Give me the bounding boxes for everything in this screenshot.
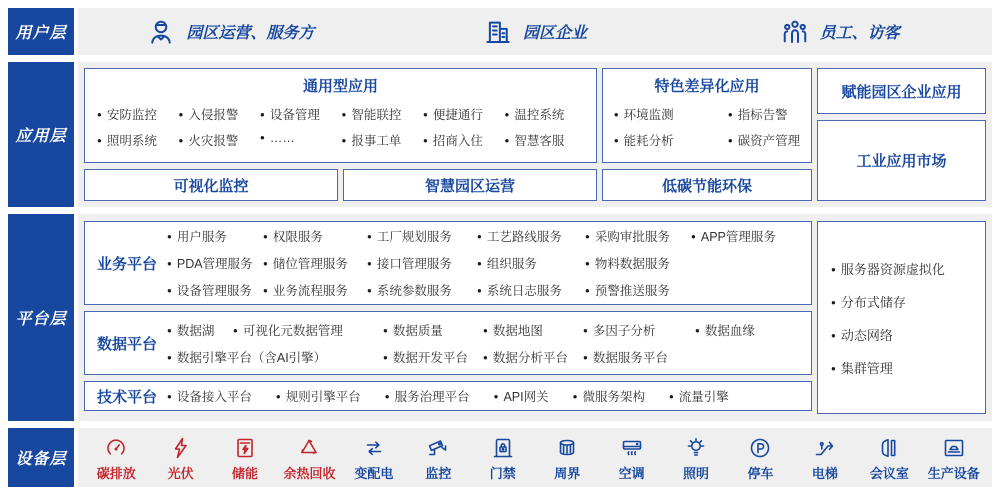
platform-item: ● 流量引擎 — [669, 387, 729, 405]
platform-item: ● 可视化元数据管理 — [233, 321, 383, 339]
application-layer-label: 应用层 — [8, 62, 74, 207]
recycle-icon — [297, 436, 321, 460]
device-air-conditioning — [599, 436, 663, 482]
industrial-app-market-box: 工业应用市场 — [817, 120, 986, 201]
platform-item: ● 系统参数服务 — [367, 281, 477, 299]
app-bottom-row — [84, 169, 597, 201]
device-label: 监控 — [425, 465, 452, 481]
air-conditioner-icon — [620, 436, 644, 460]
device-lighting — [664, 436, 728, 482]
operator-icon — [146, 17, 176, 47]
platform-item: ● 服务治理平台 — [385, 387, 470, 405]
platform-item: ● 微服务架构 — [573, 387, 645, 405]
special-apps-box — [602, 68, 812, 163]
app-item: ● 能耗分析 — [614, 131, 714, 149]
platform-item: ● 权限服务 — [263, 227, 367, 245]
device-production-equipment — [922, 436, 986, 482]
app-right-column — [817, 68, 986, 201]
platform-item: ● 多因子分析 — [583, 321, 695, 339]
device-label: 会议室 — [869, 465, 909, 481]
user-group-label: 园区企业 — [523, 25, 588, 42]
platform-item: ● 系统日志服务 — [477, 281, 585, 299]
platform-item: ● 物料数据服务 — [585, 254, 691, 272]
device-label: 生产设备 — [927, 465, 980, 481]
user-group-label: 员工、访客 — [819, 25, 900, 42]
platform-layer-content — [78, 214, 992, 421]
platform-item: ● 业务流程服务 — [263, 281, 367, 299]
user-group-label: 园区运营、服务方 — [186, 25, 315, 42]
escalator-icon — [813, 436, 837, 460]
platform-item: ● 设备接入平台 — [167, 387, 252, 405]
platform-item: ● APP管理服务 — [691, 227, 801, 245]
business-platform-title: 业务平台 — [97, 255, 158, 273]
app-item: ● 温控系统 — [505, 105, 587, 123]
platform-item: ● 数据引擎平台（含AI引擎） — [167, 348, 383, 366]
infra-item: ● 集群管理 — [831, 358, 972, 377]
gauge-icon — [104, 436, 128, 460]
user-layer-content — [78, 8, 992, 55]
meeting-room-icon — [877, 436, 901, 460]
app-item: ● 招商入住 — [423, 131, 505, 149]
platform-item: ● 设备管理服务 — [167, 281, 263, 299]
device-access-control — [471, 436, 535, 482]
device-perimeter — [535, 436, 599, 482]
special-apps-grid — [603, 96, 811, 162]
app-item: ● 环境监测 — [614, 105, 714, 123]
parking-icon — [748, 436, 772, 460]
tech-platform-title: 技术平台 — [97, 388, 158, 406]
business-platform-items — [167, 227, 801, 299]
general-apps-box — [84, 68, 597, 163]
general-apps-title: 通用型应用 — [302, 78, 378, 95]
platform-layer-label: 平台层 — [8, 214, 74, 421]
smart-park-operation-box: 智慧园区运营 — [343, 169, 597, 201]
user-group-operators — [78, 17, 383, 47]
device-label: 储能 — [232, 465, 259, 481]
device-layer-label: 设备层 — [8, 428, 74, 487]
data-platform-title: 数据平台 — [97, 335, 158, 353]
app-item: ● 设备管理 — [260, 105, 342, 123]
device-label: 门禁 — [489, 465, 516, 481]
app-item: ● 火灾报警 — [179, 131, 261, 149]
app-item: ● 便捷通行 — [423, 105, 505, 123]
app-item: ● 指标告警 — [728, 105, 800, 123]
transfer-arrows-icon — [362, 436, 386, 460]
app-item: ● …… — [260, 131, 342, 149]
device-label: 变配电 — [354, 465, 394, 481]
battery-storage-icon — [233, 436, 257, 460]
device-surveillance — [406, 436, 470, 482]
device-label: 周界 — [554, 465, 581, 481]
device-label: 碳排放 — [96, 465, 136, 481]
platform-sections — [84, 221, 812, 414]
application-layer-content — [78, 62, 992, 207]
device-label: 电梯 — [811, 465, 838, 481]
device-label: 空调 — [618, 465, 645, 481]
platform-item: ● 预警推送服务 — [585, 281, 691, 299]
device-energy-storage — [213, 436, 277, 482]
platform-item: ● PDA管理服务 — [167, 254, 263, 272]
platform-item: ● 数据血缘 — [695, 321, 801, 339]
platform-item: ● 储位管理服务 — [263, 254, 367, 272]
business-platform-section — [84, 221, 812, 305]
device-waste-heat-recovery — [277, 436, 341, 482]
staff-visitors-icon — [780, 17, 810, 47]
door-lock-icon — [491, 436, 515, 460]
platform-item: ● 工厂规划服务 — [367, 227, 477, 245]
production-equipment-icon — [942, 436, 966, 460]
enterprise-building-icon — [483, 17, 513, 47]
platform-item: ● 数据质量 — [383, 321, 483, 339]
device-meeting-room — [857, 436, 921, 482]
infrastructure-box — [817, 221, 986, 414]
general-apps-grid — [85, 96, 596, 162]
platform-item: ● 数据开发平台 — [383, 348, 483, 366]
device-layer — [8, 428, 992, 487]
infra-item: ● 动态网络 — [831, 325, 972, 344]
platform-item: ● 数据服务平台 — [583, 348, 695, 366]
lightning-icon — [169, 436, 193, 460]
user-group-enterprises — [383, 17, 688, 47]
platform-item: ● 工艺路线服务 — [477, 227, 585, 245]
data-platform-section — [84, 311, 812, 375]
platform-layer — [8, 214, 992, 421]
tech-platform-section — [84, 381, 812, 411]
device-elevator — [793, 436, 857, 482]
infra-item: ● 分布式储存 — [831, 292, 972, 311]
device-power-distribution — [342, 436, 406, 482]
device-parking — [728, 436, 792, 482]
device-label: 照明 — [683, 465, 710, 481]
user-group-staff — [687, 17, 992, 47]
device-photovoltaic — [148, 436, 212, 482]
app-item: ● 入侵报警 — [179, 105, 261, 123]
user-layer-label: 用户层 — [8, 8, 74, 55]
platform-item: ● 数据地图 — [483, 321, 583, 339]
platform-item: ● API网关 — [494, 387, 549, 405]
light-bulb-icon — [684, 436, 708, 460]
app-item: ● 碳资产管理 — [728, 131, 800, 149]
cctv-icon — [426, 436, 450, 460]
platform-item: ● 用户服务 — [167, 227, 263, 245]
platform-item: ● 组织服务 — [477, 254, 585, 272]
device-label: 停车 — [747, 465, 774, 481]
platform-item: ● 采购审批服务 — [585, 227, 691, 245]
enable-enterprise-apps-box: 赋能园区企业应用 — [817, 68, 986, 114]
device-carbon-emission — [84, 436, 148, 482]
platform-item: ● 规则引擎平台 — [276, 387, 361, 405]
app-item: ● 智慧客服 — [505, 131, 587, 149]
special-apps-title: 特色差异化应用 — [654, 78, 760, 95]
low-carbon-box: 低碳节能环保 — [602, 169, 812, 201]
platform-item: ● 数据湖 — [167, 321, 233, 339]
tech-platform-items — [167, 387, 729, 405]
platform-item: ● 数据分析平台 — [483, 348, 583, 366]
device-label: 余热回收 — [283, 465, 336, 481]
user-layer — [8, 8, 992, 55]
platform-item: ● 接口管理服务 — [367, 254, 477, 272]
app-item: ● 智能联控 — [342, 105, 424, 123]
device-layer-content — [78, 428, 992, 487]
device-label: 光伏 — [167, 465, 194, 481]
infra-item: ● 服务器资源虚拟化 — [831, 259, 972, 278]
visual-monitoring-box: 可视化监控 — [84, 169, 338, 201]
app-item: ● 报事工单 — [342, 131, 424, 149]
data-platform-items — [167, 321, 801, 366]
perimeter-drum-icon — [555, 436, 579, 460]
app-item: ● 安防监控 — [97, 105, 179, 123]
app-item: ● 照明系统 — [97, 131, 179, 149]
application-layer — [8, 62, 992, 207]
